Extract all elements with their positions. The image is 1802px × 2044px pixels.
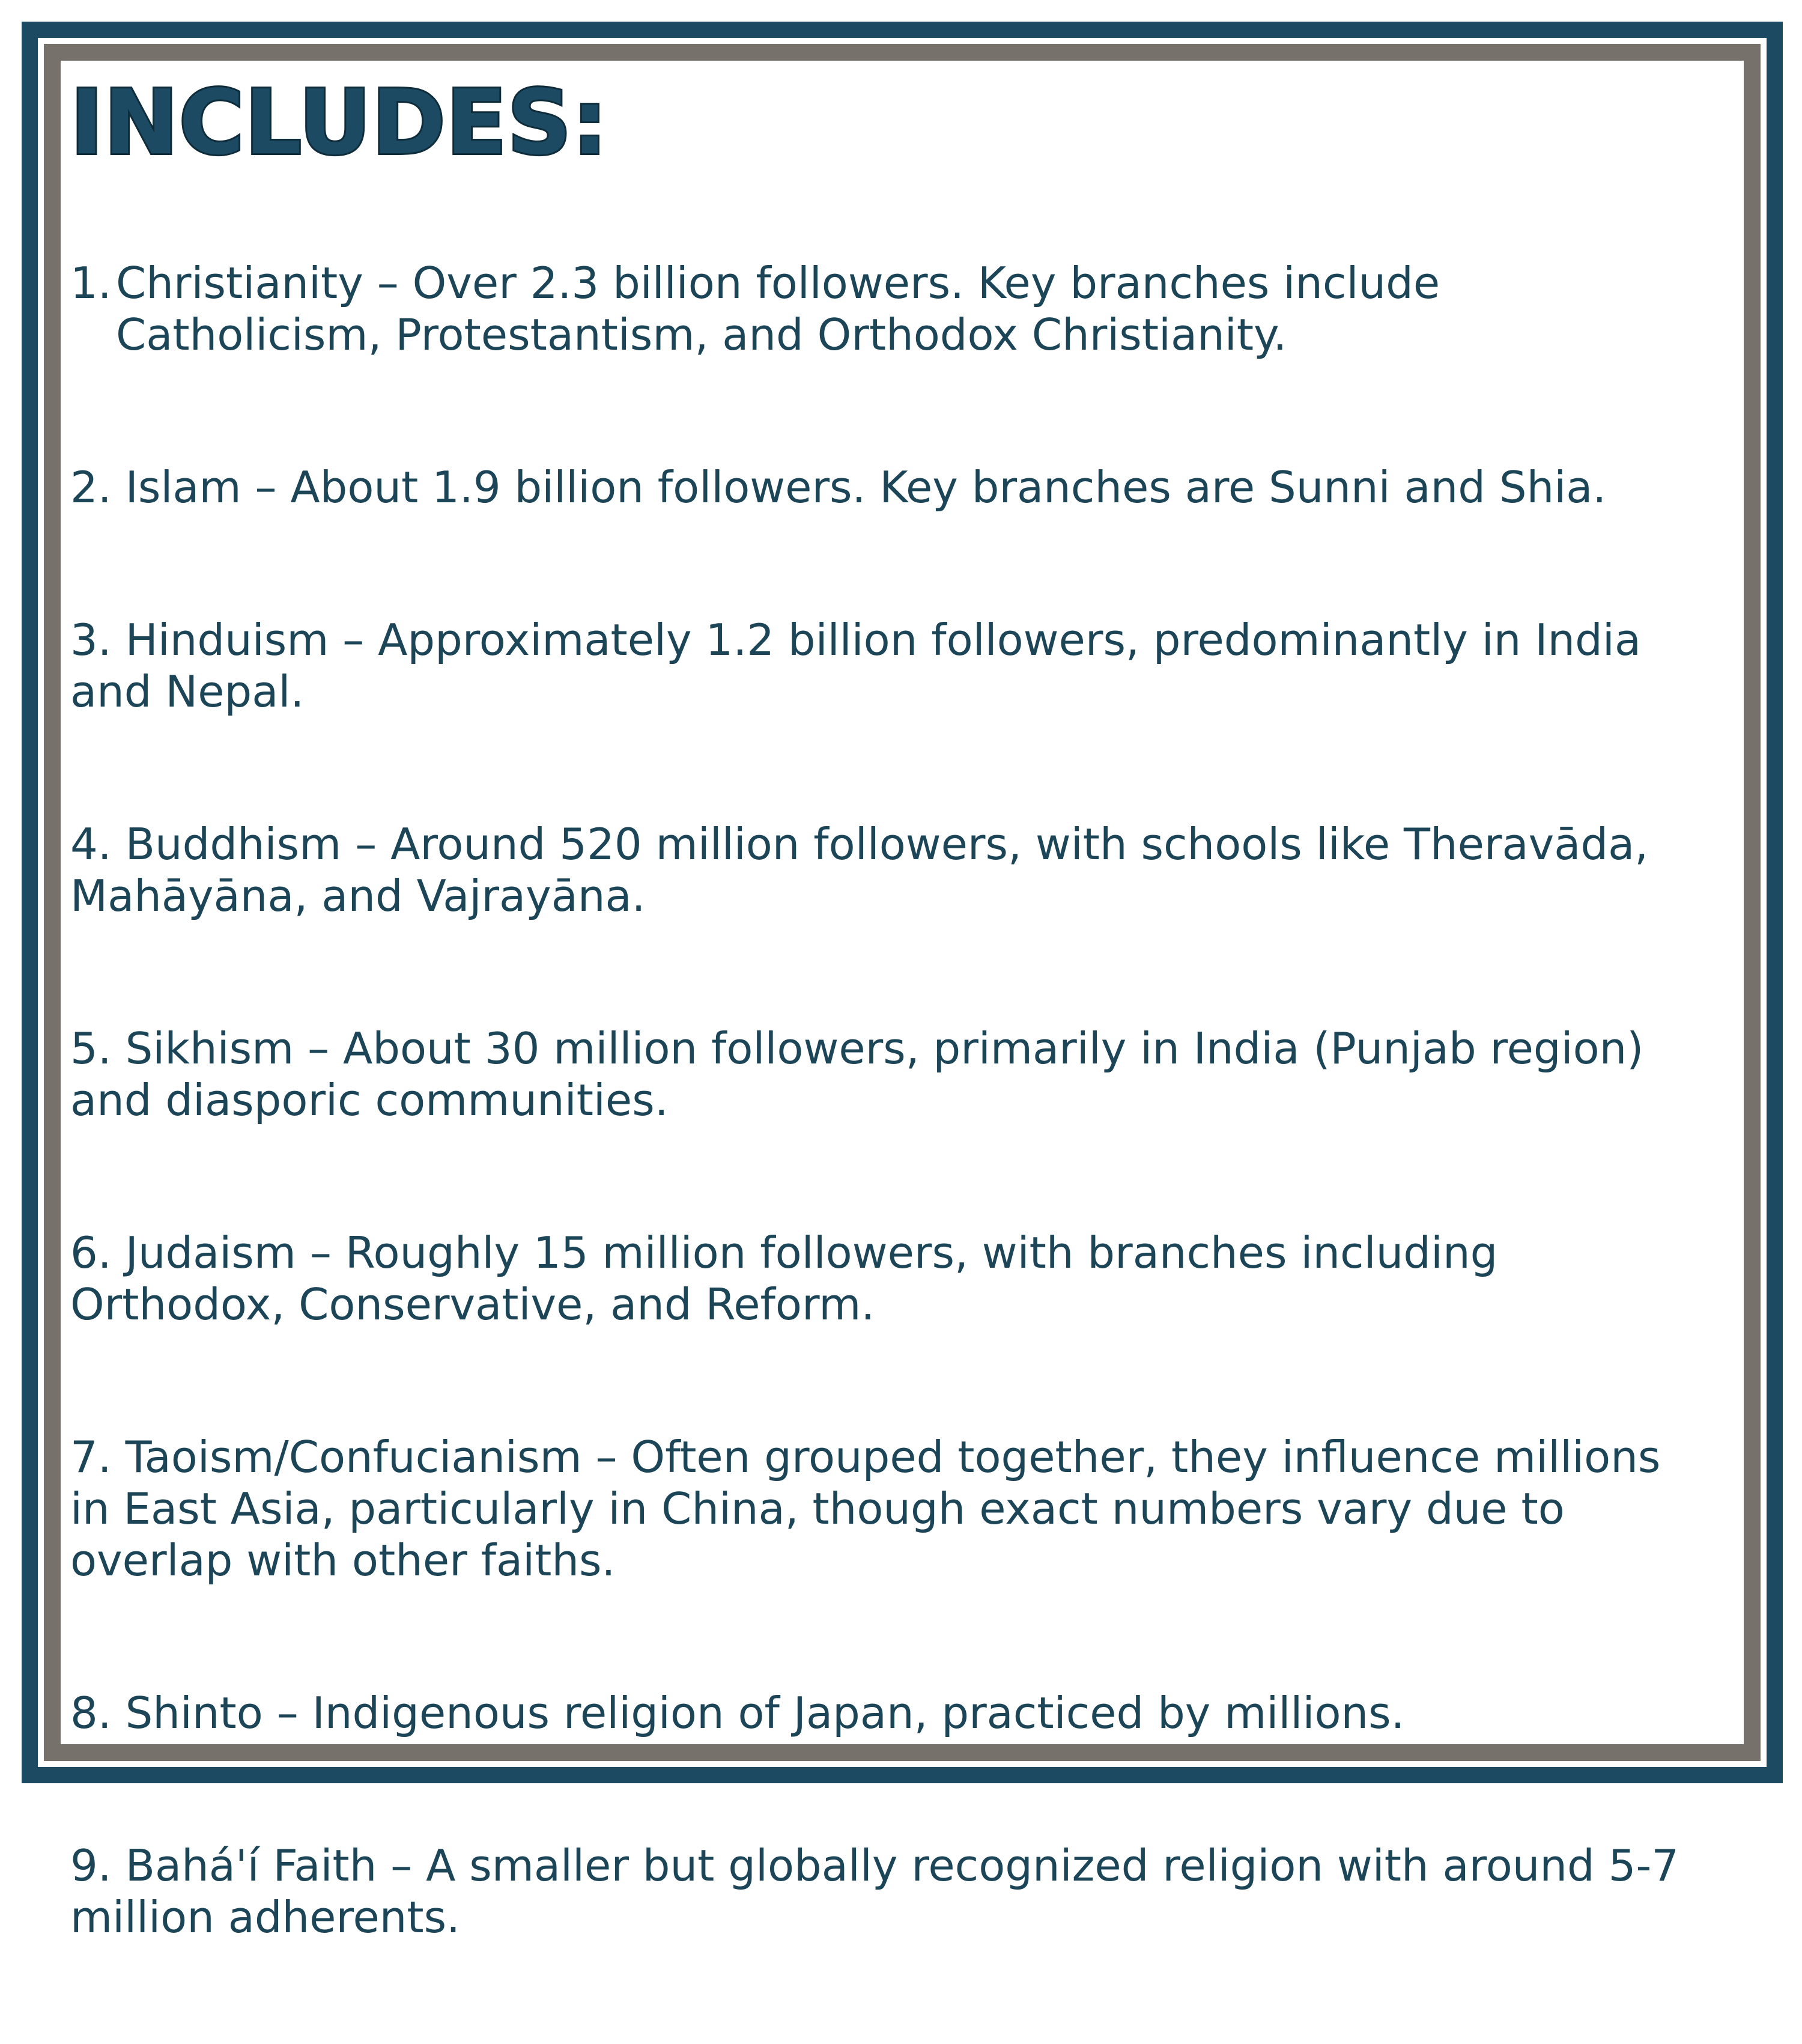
list-item-taoism-confucianism: 7. Taoism/Confucianism – Often grouped together, they influence millions in East Asia, particularly in China, though exact numbers vary due to overlap with other faiths. xyxy=(70,1432,1661,1586)
list-item-hinduism: 3. Hinduism – Approximately 1.2 billion followers, predominantly in India and Nepal. xyxy=(70,615,1641,717)
list-item-shinto: 8. Shinto – Indigenous religion of Japan, practiced by millions. xyxy=(70,1688,1405,1738)
list-item-number: 1. xyxy=(70,258,112,308)
page-title: INCLUDES: xyxy=(70,71,608,174)
list-item-christianity xyxy=(70,257,1680,360)
list-item-buddhism: 4. Buddhism – Around 520 million followers, with schools like Theravāda, Mahāyāna, and Vajrayāna. xyxy=(70,819,1649,921)
religion-list xyxy=(70,257,1680,1943)
list-item-sikhism: 5. Sikhism – About 30 million followers, primarily in India (Punjab region) and diasporic communities. xyxy=(70,1023,1644,1125)
list-item-bahai: 9. Bahá'í Faith – A smaller but globally recognized religion with around 5-7 million adherents. xyxy=(70,1840,1679,1942)
list-item-islam: 2. Islam – About 1.9 billion followers. Key branches are Sunni and Shia. xyxy=(70,462,1607,513)
list-item-text: Christianity – Over 2.3 billion followers. Key branches include Catholicism, Protestantism, and Orthodox Christianity. xyxy=(116,258,1440,360)
content-area xyxy=(70,71,1680,2044)
list-item-judaism: 6. Judaism – Roughly 15 million followers, with branches including Orthodox, Conservative, and Reform. xyxy=(70,1227,1498,1330)
